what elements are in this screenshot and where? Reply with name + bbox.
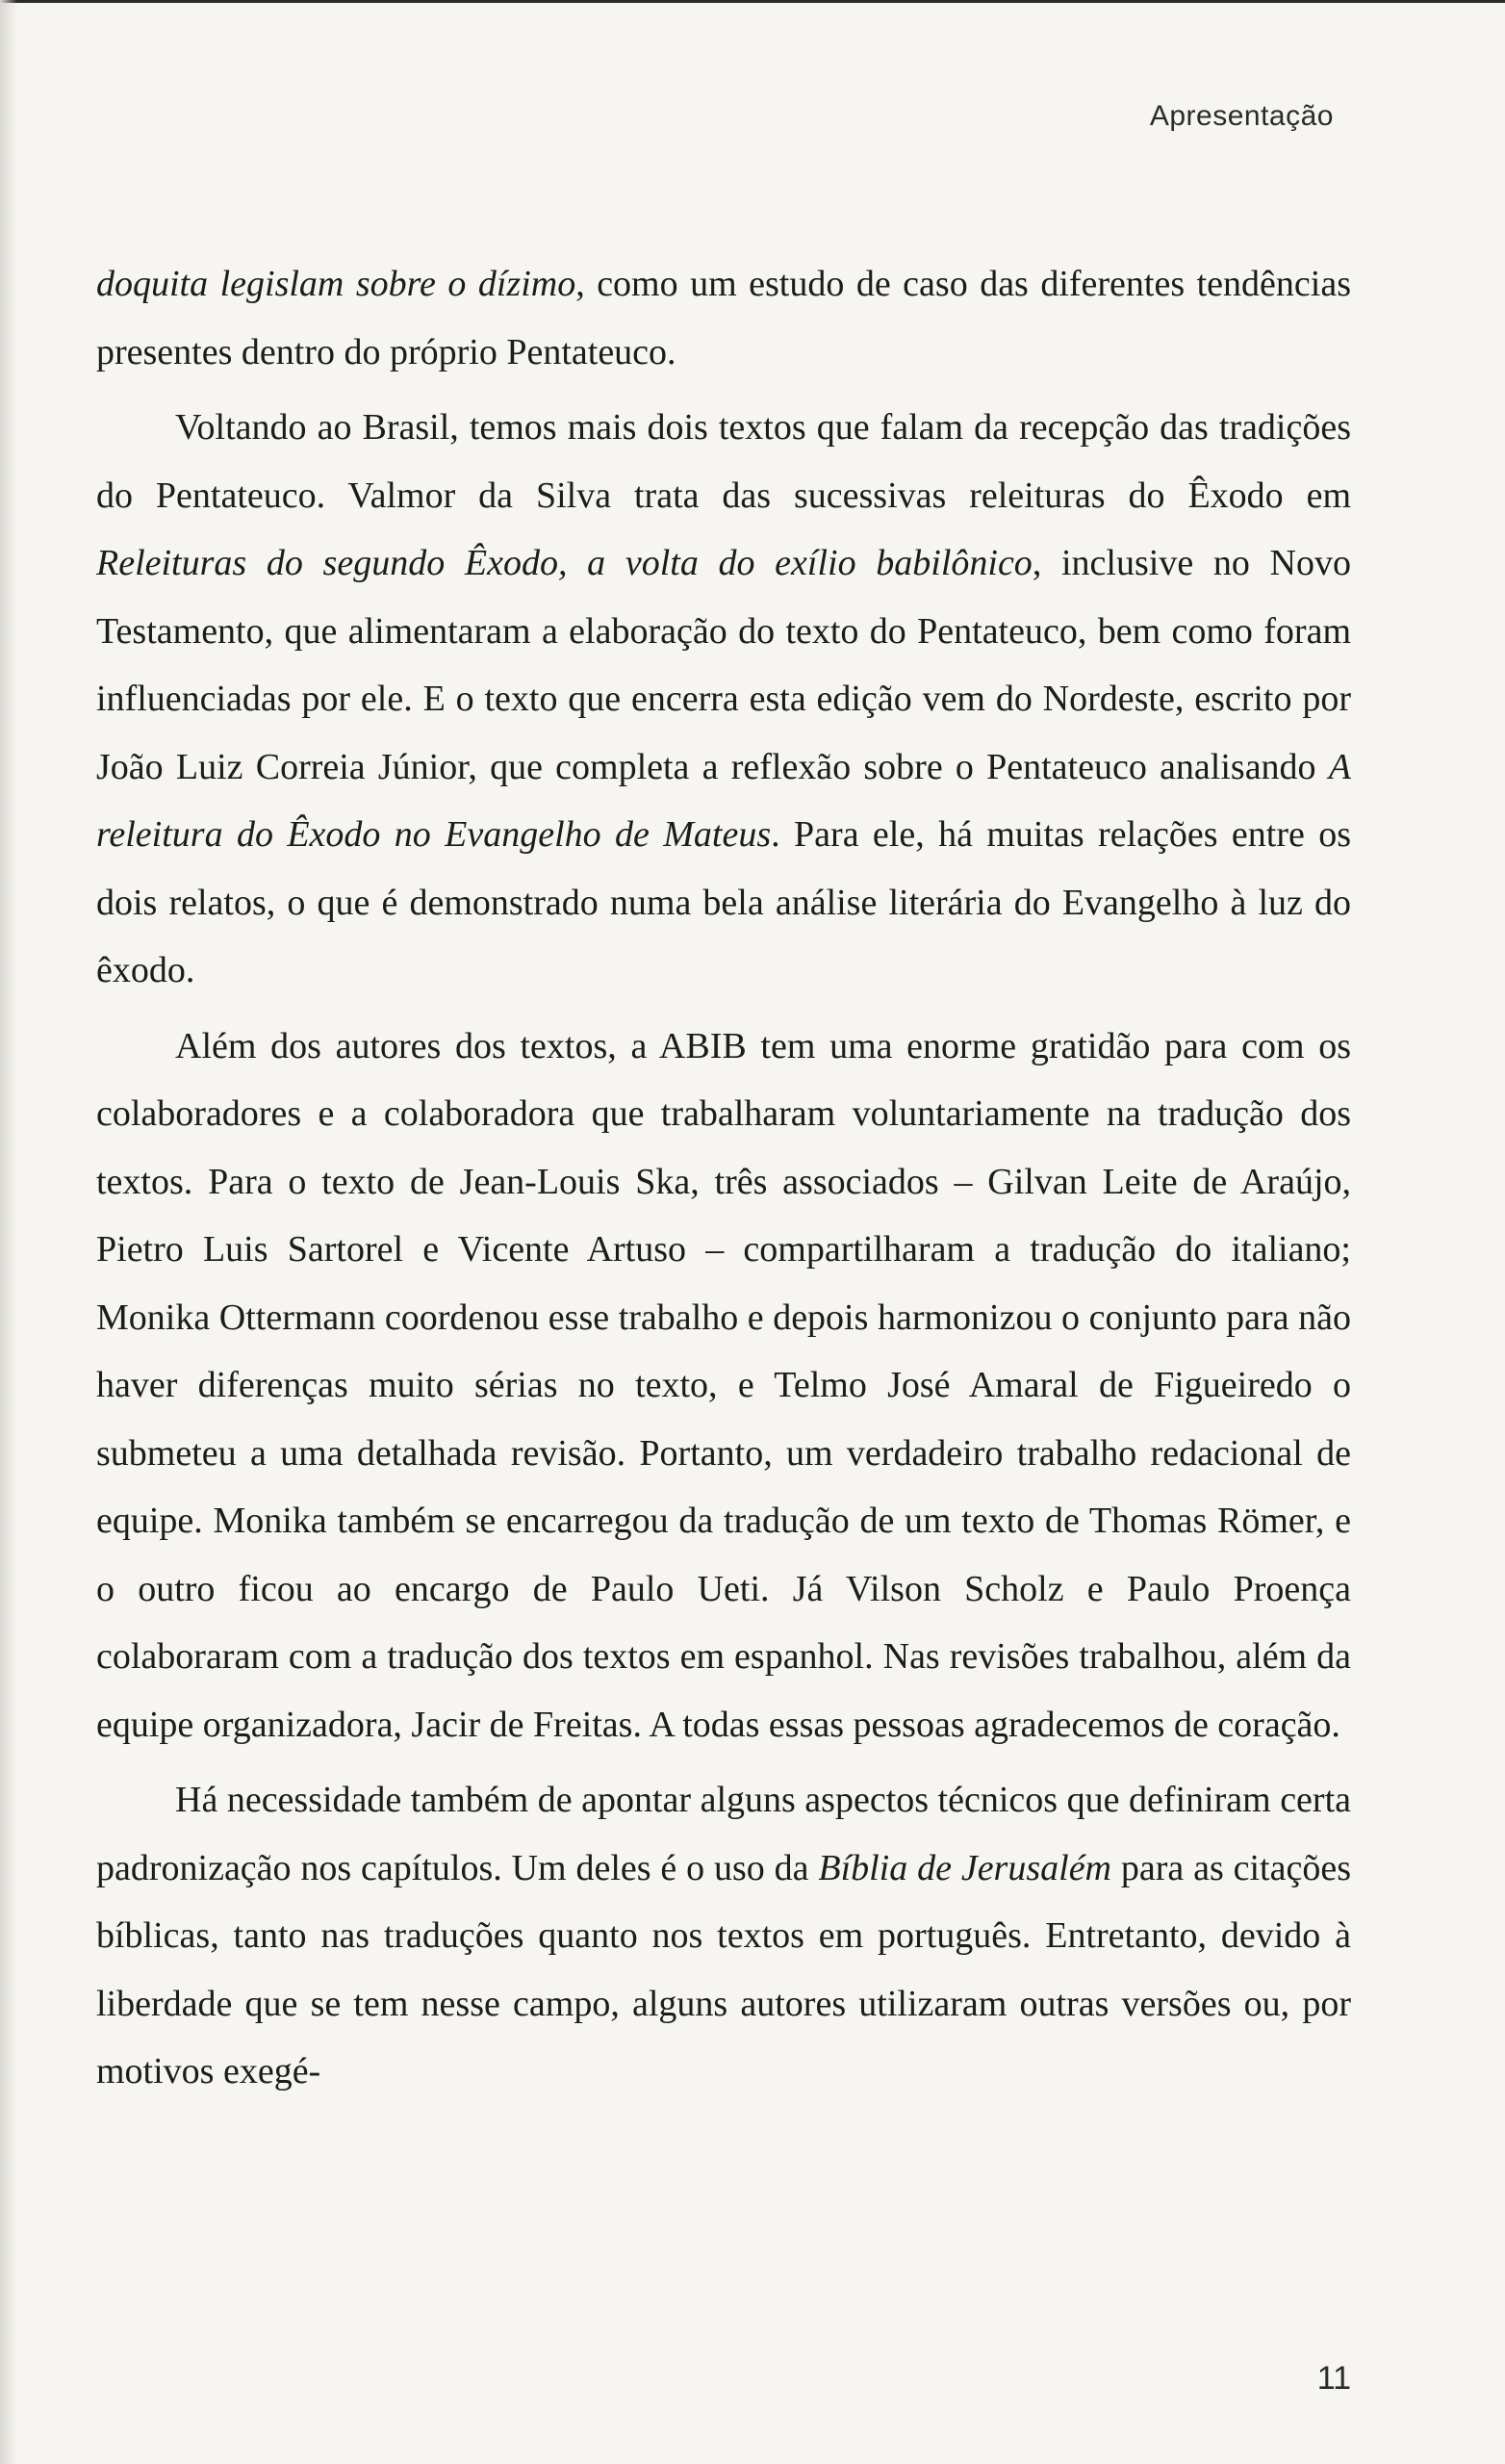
paragraph — [96, 1766, 1351, 2106]
binding-shadow — [0, 0, 17, 2464]
paragraph — [96, 250, 1351, 386]
top-edge-rule — [0, 0, 1505, 3]
text-run: Há necessidade também de apontar alguns aspectos técnicos que definiram certa padronização nos capítulos. Um deles é o uso da — [96, 1780, 1351, 1888]
body-text — [96, 250, 1351, 2106]
text-run: . Para ele, há muitas relações entre os dois relatos, o que é demonstrado numa bela análise literária do Evangelho à luz do êxodo. — [96, 814, 1351, 990]
paragraph — [96, 1013, 1351, 1759]
italic-title-text: Releituras do segundo Êxodo, a volta do exílio babilônico — [96, 543, 1033, 583]
italic-title-text: Bíblia de Jerusalém — [818, 1847, 1112, 1888]
italic-title-text: doquita legislam sobre o dízimo — [96, 264, 576, 304]
running-head: Apresentação — [1149, 100, 1334, 132]
text-run: Além dos autores dos textos, a ABIB tem uma enorme gratidão para com os colaboradores e a colaboradora que trabalharam voluntariamente na tradução dos textos. Para o texto de Jean-Louis Ska, três associados – Gilvan Leite de Araújo, Pietro Luis Sartorel e Vicente Artuso – compartilharam a tradução do italiano; Monika Ottermann coordenou esse trabalho e depois harmonizou o conjunto para não haver diferenças muito sérias no texto, e Telmo José Amaral de Figueiredo o submeteu a uma detalhada revisão. Portanto, um verdadeiro trabalho redacional de equipe. Monika também se encarregou da tradução de um texto de Thomas Römer, e o outro ficou ao encargo de Paulo Ueti. Já Vilson Scholz e Paulo Proença colaboraram com a tradução dos textos em espanhol. Nas revisões trabalhou, além da equipe organizadora, Jacir de Freitas. A todas essas pessoas agradecemos de coração. — [96, 1025, 1351, 1745]
italic-title-text: A releitura do Êxodo no Evangelho de Mateus — [96, 746, 1351, 855]
text-run: , inclusive no Novo Testamento, que alimentaram a elaboração do texto do Pentateuco, bem como foram influenciadas por ele. E o texto que encerra esta edição vem do Nordeste, escrito por João Luiz Correia Júnior, que completa a reflexão sobre o Pentateuco analisando — [96, 543, 1351, 787]
page-number: 11 — [1316, 2360, 1351, 2397]
paragraph — [96, 394, 1351, 1005]
text-run: Voltando ao Brasil, temos mais dois textos que falam da recepção das tradições do Pentateuco. Valmor da Silva trata das sucessivas releituras do Êxodo em — [96, 407, 1351, 516]
text-run: para as citações bíblicas, tanto nas traduções quanto nos textos em português. Entretanto, devido à liberdade que se tem nesse campo, alguns autores utilizaram outras versões ou, por motivos exegé- — [96, 1847, 1351, 2092]
text-run: , como um estudo de caso das diferentes tendências presentes dentro do próprio Pentateuco. — [96, 264, 1351, 372]
